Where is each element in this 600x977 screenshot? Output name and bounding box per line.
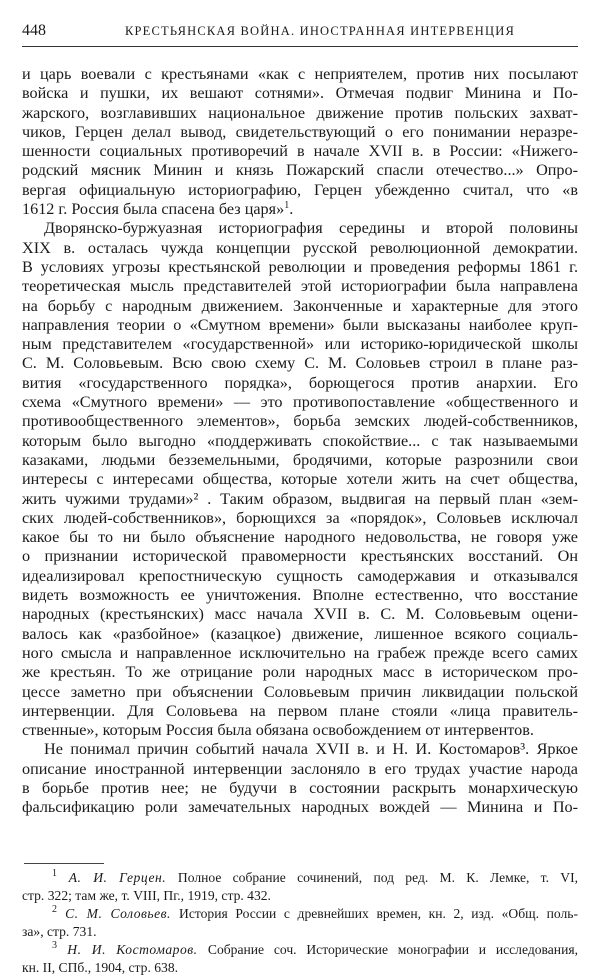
line-text: описание иностранной интервенции заслоняло в его трудах участие народа xyxy=(22,759,578,778)
footnote-number: 2 xyxy=(52,904,57,915)
line-text: о признании исторической правомерности крестьянских восстаний. Он xyxy=(22,547,578,566)
line-text: казаками, людьми безземельными, бродячими, которые разрознили свои xyxy=(22,450,578,469)
line-text: интересы с интересами общества, которые хотели жить на счет общества, xyxy=(22,470,578,489)
footnote xyxy=(22,905,578,941)
footnote-number: 3 xyxy=(52,940,57,951)
text-line xyxy=(22,586,578,605)
running-title: КРЕСТЬЯНСКАЯ ВОЙНА. ИНОСТРАННАЯ ИНТЕРВЕНЦИЯ xyxy=(124,24,516,38)
text-line xyxy=(22,181,578,200)
footnote-author: Н. И. Костомаров. xyxy=(57,942,208,957)
text-line xyxy=(22,297,578,316)
line-text: цессе заметно при объяснении Соловьевым причин ликвидации польской xyxy=(22,682,578,701)
main-text xyxy=(22,65,578,818)
line-text: ным представителем «государственной» или историко-юридической школы xyxy=(22,335,578,354)
line-text: народных (крестьянских) масс начала XVII в. С. М. Соловьевым оцени- xyxy=(22,605,578,624)
line-text: фальсификацию роли замечательных народных вождей — Минина и По- xyxy=(22,798,578,817)
footnote xyxy=(22,941,578,977)
line-text: которым было выгодно «поддерживать спокойствие... с так называемыми xyxy=(22,431,578,450)
footnote-line: за», стр. 731. xyxy=(22,924,97,939)
line-text: схема «Смутного времени» — это противопоставление «общественного и xyxy=(22,393,578,412)
text-line xyxy=(22,393,578,412)
line-text: войска и пушки, их вешают сотнями». Отмечая подвиг Минина и По- xyxy=(22,84,578,103)
text-line xyxy=(22,547,578,566)
paragraph xyxy=(22,65,578,219)
footnote-line: стр. 322; там же, т. VIII, Пг., 1919, стр. 432. xyxy=(22,888,271,903)
text-line xyxy=(22,65,578,84)
line-text: шенности социальных противоречий в начале XVII в. в России: «Нижего- xyxy=(22,142,578,161)
text-line xyxy=(22,683,578,702)
text-line xyxy=(22,316,578,335)
line-text: 1612 г. Россия была спасена без царя» xyxy=(22,200,285,219)
paragraph xyxy=(22,740,578,817)
line-text: какое бы то ни было объяснение народного недовольства, не говоря уже xyxy=(22,528,578,547)
text-line xyxy=(22,605,578,624)
line-text: видеть возможность ее уничтожения. Вполне естественно, что восстание xyxy=(22,586,578,605)
footnote xyxy=(22,869,578,905)
line-text: вергая официальную историографию, Герцен убежденно считал, что «в xyxy=(22,180,578,199)
text-line xyxy=(22,567,578,586)
text-line xyxy=(22,335,578,354)
footnote-text: История России с древнейших времен, кн. 2, изд. «Общ. поль- xyxy=(179,906,578,921)
text-line xyxy=(22,779,578,798)
text-line xyxy=(22,721,578,740)
text-line xyxy=(22,625,578,644)
line-text: чиков, Герцен делал вывод, свидетельствующий о его понимании неразре- xyxy=(22,122,578,141)
text-line xyxy=(22,760,578,779)
line-text: Дворянско-буржуазная историография середины и второй половины xyxy=(44,219,578,238)
line-text: направления теории о «Смутном времени» были высказаны наиболее круп- xyxy=(22,315,578,334)
text-line xyxy=(22,509,578,528)
page-header xyxy=(22,22,578,42)
text-line xyxy=(22,528,578,547)
footnote-number: 1 xyxy=(52,868,57,879)
footnote-text: Полное собрание сочинений, под ред. М. К. Лемке, т. VI, xyxy=(177,870,578,885)
footnote-text: Собрание соч. Исторические монографии и исследования, xyxy=(207,942,579,957)
line-text: валось как «разбойное» (казацкое) движение, лишенное всякого социаль- xyxy=(22,624,578,643)
page-number: 448 xyxy=(22,22,46,39)
text-line xyxy=(22,798,578,817)
footnote-rule xyxy=(24,863,104,864)
line-text: идеализировал крепостническую сущность самодержавия и отказывался xyxy=(22,566,578,585)
text-line xyxy=(22,740,578,759)
text-line xyxy=(22,104,578,123)
line-text: же крестьян. То же отрицание роли народных масс в историческом про- xyxy=(22,663,578,682)
text-line xyxy=(22,432,578,451)
footnote-author: С. М. Соловьев. xyxy=(57,906,180,921)
text-line xyxy=(22,84,578,103)
text-line xyxy=(22,702,578,721)
line-text: родский мясник Минин и князь Пожарский спасли отечество...» Опро- xyxy=(22,161,578,180)
line-text: В условиях угрозы крестьянской революции и проведения реформы 1861 г. xyxy=(22,257,578,276)
text-line xyxy=(22,123,578,142)
line-text: на борьбу с народным движением. Законченные и характерные для этого xyxy=(22,296,578,315)
line-tail: . xyxy=(289,200,294,219)
footnotes xyxy=(22,869,578,977)
text-line xyxy=(22,374,578,393)
footnote-line xyxy=(22,869,578,887)
line-text: теоретическая мысль представителей этой историографии была направлена xyxy=(22,277,578,296)
text-line xyxy=(22,219,578,238)
text-line xyxy=(22,470,578,489)
footnote-author: А. И. Герцен. xyxy=(57,870,178,885)
text-line xyxy=(22,412,578,431)
footnote-line xyxy=(22,941,578,959)
line-text: противообщественного элементов», борьба земских людей-собственников, xyxy=(22,412,578,431)
text-line xyxy=(22,239,578,258)
text-line xyxy=(22,644,578,663)
text-line xyxy=(22,161,578,180)
text-line xyxy=(22,490,578,509)
line-text: С. М. Соловьевым. Всю свою схему С. М. Соловьев строил в плане раз- xyxy=(22,354,578,373)
line-text: и царь воевали с крестьянами «как с неприятелем, против них посылают xyxy=(22,65,578,83)
text-line xyxy=(22,277,578,296)
line-text: в борьбе против нее; не будучи в состоянии раскрыть монархическую xyxy=(22,778,578,797)
text-line xyxy=(22,354,578,373)
header-rule xyxy=(22,46,578,47)
line-text: интервенции. Для Соловьева на первом плане стояли «лица правитель- xyxy=(22,701,578,720)
line-text: ских людей-собственников», борющихся за «порядок», Соловьев исключал xyxy=(22,508,578,527)
text-line xyxy=(22,451,578,470)
footnote-ref: 1 xyxy=(284,200,290,212)
paragraph xyxy=(22,219,578,740)
text-line xyxy=(22,258,578,277)
text-line xyxy=(22,142,578,161)
footnote-line: кн. II, СПб., 1904, стр. 638. xyxy=(22,960,179,975)
text-line xyxy=(22,663,578,682)
line-text: жарского, возглавивших национальное движение против польских захват- xyxy=(22,103,578,122)
line-text: ственные», которым Россия была обязана освобождением от интервентов. xyxy=(22,721,534,740)
text-line xyxy=(22,200,578,219)
line-text: ного смысла и направленное исключительно на грабеж прежде всего самих xyxy=(22,643,578,662)
line-text: жить чужими трудами»² . Таким образом, выдвигая на первый план «зем- xyxy=(22,489,578,508)
footnote-line xyxy=(22,905,578,923)
line-text: вития «государственного порядка», борющегося против анархии. Его xyxy=(22,373,578,392)
line-text: Не понимал причин событий начала XVII в. и Н. И. Костомаров³. Яркое xyxy=(44,740,578,759)
line-text: XIX в. осталась чужда концепции русской революционной демократии. xyxy=(22,238,578,257)
